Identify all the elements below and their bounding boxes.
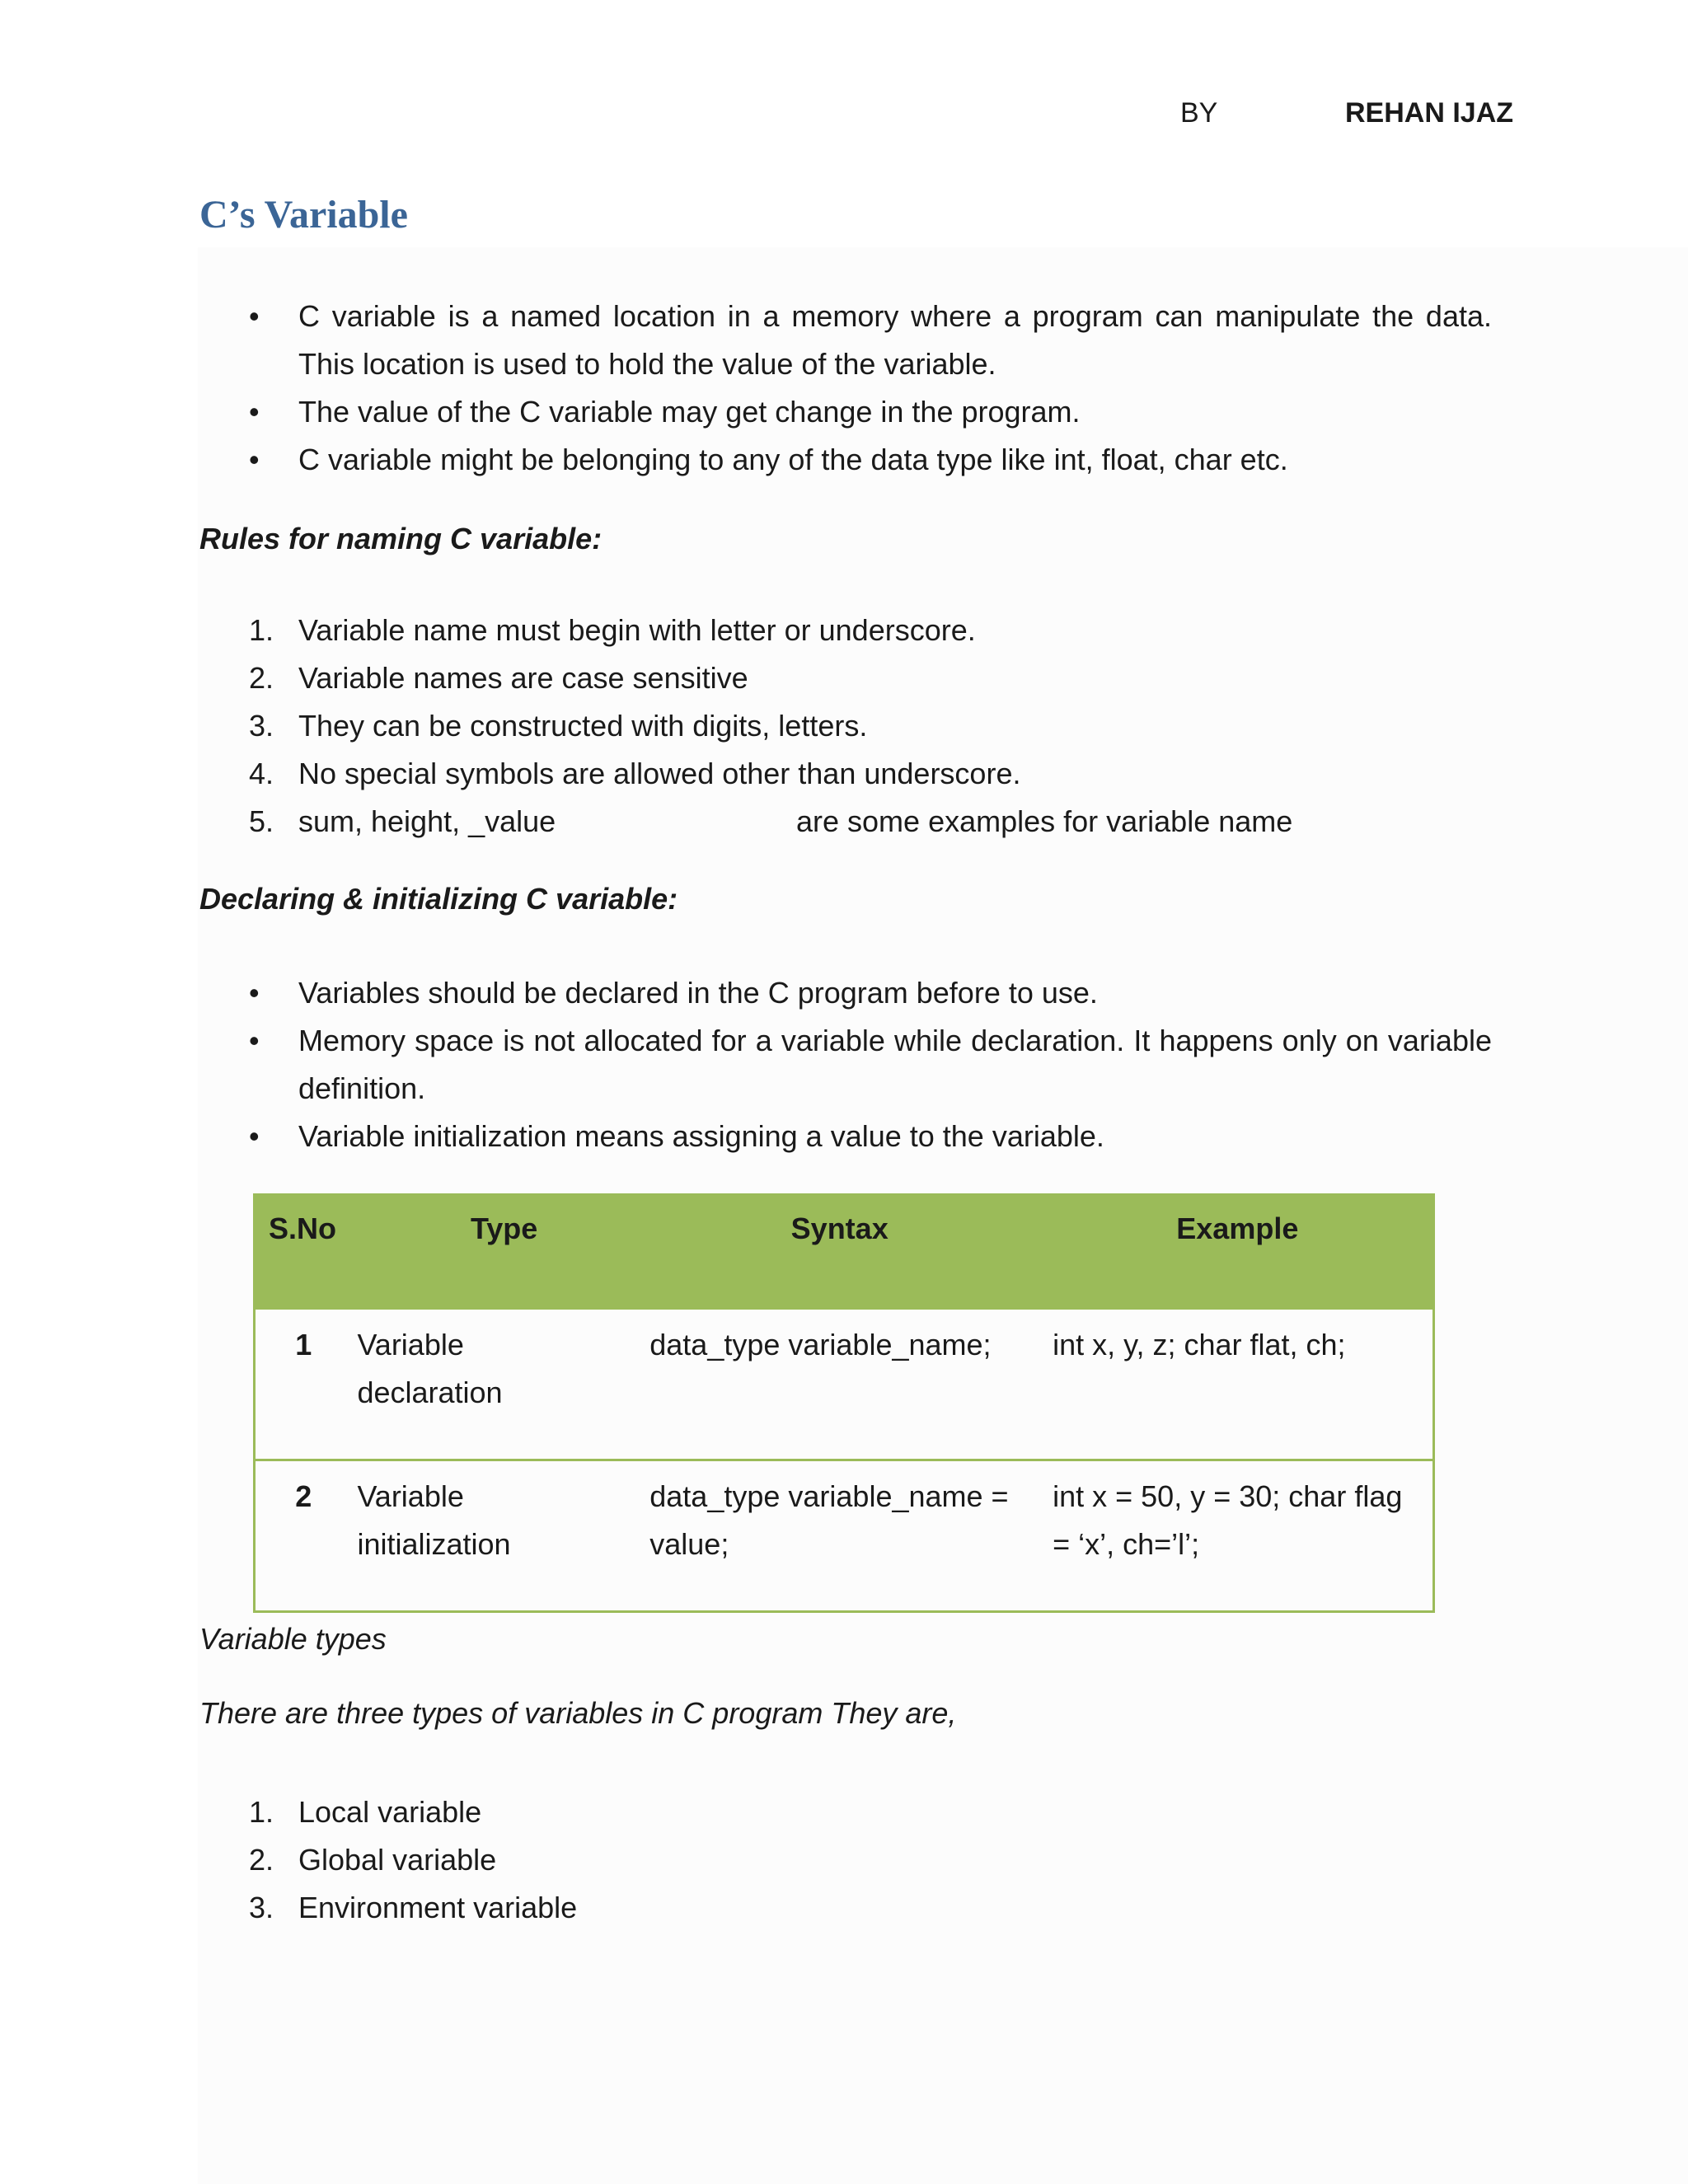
table-cell-syntax: data_type variable_name; [638, 1310, 1041, 1460]
list-number: 2. [249, 661, 274, 695]
page-title: C’s Variable [199, 193, 408, 237]
rule-text: No special symbols are allowed other than underscore. [298, 757, 1021, 790]
intro-bullet-3-text: C variable might be belonging to any of the data type like int, float, char etc. [298, 443, 1288, 476]
header-by-label: BY [1180, 97, 1218, 129]
declaring-bullet-3-text: Variable initialization means assigning a value to the variable. [298, 1119, 1104, 1153]
declaring-bullet-list [249, 969, 1492, 1160]
bullet-icon: • [249, 1024, 260, 1057]
bullet-icon: • [249, 443, 260, 476]
list-item [249, 702, 1492, 750]
bullet-icon: • [249, 395, 260, 429]
intro-bullet-1-text: C variable is a named location in a memory where a program can manipulate the data. This location is used to hold the value of the variable. [298, 299, 1492, 381]
list-item [249, 607, 1492, 654]
table-cell-type: Variable declaration [345, 1310, 638, 1460]
table-header-row [255, 1193, 1434, 1310]
intro-bullet-1-line-1 [298, 293, 1492, 388]
list-number: 4. [249, 757, 274, 790]
table-cell-sno: 1 [255, 1310, 346, 1460]
list-number: 1. [249, 613, 274, 647]
list-item [249, 654, 1492, 702]
list-item [249, 1884, 1492, 1932]
declaring-bullet-1-text: Variables should be declared in the C program before to use. [298, 976, 1098, 1010]
rules-list [249, 607, 1492, 846]
table-row [255, 1310, 1434, 1460]
table-header-sno: S.No [255, 1193, 346, 1310]
variable-types-label: Variable types [199, 1622, 387, 1656]
intro-bullet-2-text: The value of the C variable may get change in the program. [298, 395, 1081, 429]
list-number: 3. [249, 1891, 274, 1924]
list-number: 1. [249, 1795, 274, 1829]
table-row [255, 1460, 1434, 1612]
list-item [249, 293, 1492, 388]
rules-heading: Rules for naming C variable: [199, 522, 603, 555]
table-header-syntax: Syntax [638, 1193, 1041, 1310]
header-author: REHAN IJAZ [1345, 97, 1514, 129]
list-item [249, 1113, 1492, 1160]
variable-types-intro: There are three types of variables in C program They are, [199, 1696, 957, 1730]
list-item [249, 798, 1492, 846]
list-number: 3. [249, 709, 274, 743]
declaring-bullet-2-text: Memory space is not allocated for a variable while declaration. It happens only on variable definition. [298, 1024, 1492, 1105]
table-cell-example: int x = 50, y = 30; char flag = ‘x’, ch=’l’; [1041, 1460, 1433, 1612]
table-cell-type: Variable initialization [345, 1460, 638, 1612]
list-item [249, 969, 1492, 1017]
list-item [249, 1788, 1492, 1836]
table-cell-sno: 2 [255, 1460, 346, 1612]
rule-text-examples-suffix: are some examples for variable name [796, 804, 1293, 838]
bullet-icon: • [249, 976, 260, 1010]
table-header-example: Example [1041, 1193, 1433, 1310]
rule-text: Variable names are case sensitive [298, 661, 748, 695]
bullet-icon: • [249, 299, 260, 333]
table-header-type: Type [345, 1193, 638, 1310]
list-item [249, 388, 1492, 436]
list-number: 5. [249, 804, 274, 838]
list-number: 2. [249, 1843, 274, 1877]
table-cell-example: int x, y, z; char flat, ch; [1041, 1310, 1433, 1460]
variable-type-text: Environment variable [298, 1891, 578, 1924]
variable-types-list [249, 1788, 1492, 1932]
variable-syntax-table [253, 1193, 1435, 1613]
bullet-icon: • [249, 1119, 260, 1153]
list-item [249, 436, 1492, 484]
rule-text: They can be constructed with digits, letters. [298, 709, 868, 743]
list-item [249, 750, 1492, 798]
rule-text: sum, height, _value [298, 804, 556, 838]
list-item [249, 1836, 1492, 1884]
rule-text: Variable name must begin with letter or underscore. [298, 613, 976, 647]
variable-type-text: Local variable [298, 1795, 482, 1829]
intro-bullet-list [249, 293, 1492, 484]
table-cell-syntax: data_type variable_name = value; [638, 1460, 1041, 1612]
declaring-heading: Declaring & initializing C variable: [199, 882, 678, 916]
list-item [249, 1017, 1492, 1113]
variable-type-text: Global variable [298, 1843, 497, 1877]
